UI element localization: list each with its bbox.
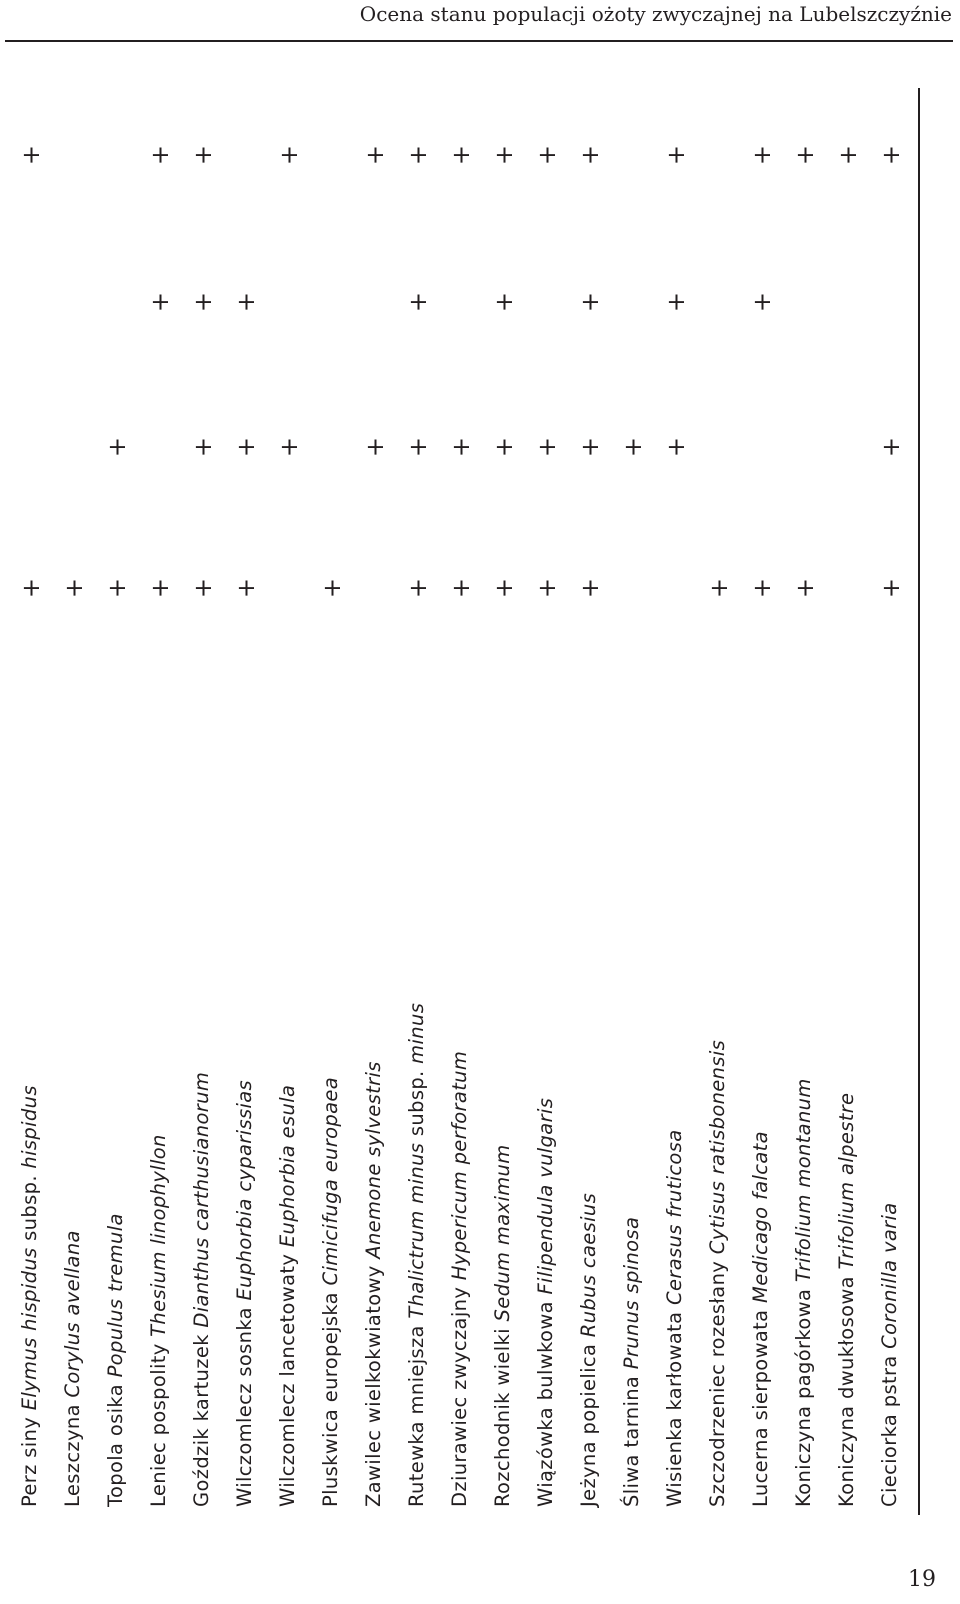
infraspecific-name: minus [405, 1002, 428, 1064]
presence-mark: + [533, 577, 561, 599]
species-name [190, 1072, 213, 1507]
latin-name: Hypericum perforatum [448, 1050, 471, 1281]
species-name [104, 1213, 127, 1507]
latin-name: Euphorbia cyparissias [233, 1079, 256, 1301]
common-name: Wisienka karłowata [663, 1311, 686, 1507]
species-name [448, 1051, 471, 1507]
presence-mark: + [146, 144, 174, 166]
latin-name: Cimicifuga europaea [319, 1076, 342, 1286]
presence-mark: + [447, 144, 475, 166]
presence-mark: + [490, 577, 518, 599]
taxon-rank: subsp. [18, 1175, 41, 1241]
presence-mark: + [662, 436, 690, 458]
presence-mark: + [189, 436, 217, 458]
presence-mark: + [404, 291, 432, 313]
presence-mark: + [748, 577, 776, 599]
species-name [362, 1061, 385, 1507]
latin-name: Rubus caesius [577, 1192, 600, 1338]
presence-mark: + [490, 436, 518, 458]
page-number: 19 [908, 1567, 936, 1592]
species-name [276, 1085, 299, 1507]
presence-mark: + [17, 144, 45, 166]
presence-mark: + [834, 144, 862, 166]
presence-mark: + [275, 144, 303, 166]
latin-name: Thesium linophyllon [147, 1134, 170, 1337]
species-name [319, 1077, 342, 1507]
presence-mark: + [189, 291, 217, 313]
taxon-rank: subsp. [405, 1070, 428, 1137]
presence-mark: + [275, 436, 303, 458]
common-name: Koniczyna pagórkowa [792, 1288, 815, 1507]
common-name: Lucerna sierpowata [749, 1309, 772, 1507]
running-header: Ocena stanu populacji ożoty zwyczajnej na Lubelszczyźnie [359, 2, 952, 26]
common-name: Perz siny [18, 1416, 41, 1507]
species-name [878, 1202, 901, 1507]
presence-mark: + [60, 577, 88, 599]
presence-mark: + [619, 436, 647, 458]
common-name: Leszczyna [61, 1404, 84, 1507]
latin-name: Dianthus carthusianorum [190, 1071, 213, 1328]
species-name [749, 1131, 772, 1507]
latin-name: Cerasus fruticosa [663, 1129, 686, 1305]
presence-mark: + [404, 577, 432, 599]
presence-mark: + [576, 144, 604, 166]
presence-mark: + [361, 144, 389, 166]
presence-mark: + [791, 577, 819, 599]
latin-name: Trifolium alpestre [835, 1092, 858, 1270]
presence-mark: + [490, 144, 518, 166]
presence-mark: + [877, 436, 905, 458]
presence-mark: + [189, 577, 217, 599]
presence-mark: + [447, 577, 475, 599]
common-name: Topola osika [104, 1383, 127, 1507]
presence-mark: + [447, 436, 475, 458]
common-name: Śliwa tarnina [620, 1375, 643, 1507]
latin-name: Anemone sylvestris [362, 1061, 385, 1259]
presence-mark: + [662, 291, 690, 313]
presence-mark: + [404, 144, 432, 166]
infraspecific-name: hispidus [18, 1085, 41, 1169]
presence-mark: + [576, 577, 604, 599]
species-name [835, 1093, 858, 1507]
latin-name: Trifolium montanum [792, 1078, 815, 1283]
latin-name: Thalictrum minus [405, 1142, 428, 1319]
latin-name: Elymus hispidus [18, 1247, 41, 1411]
latin-name: Sedum maximum [491, 1144, 514, 1322]
common-name: Rutewka mniejsza [405, 1325, 428, 1507]
presence-mark: + [748, 291, 776, 313]
species-name [663, 1129, 686, 1507]
species-name [147, 1134, 170, 1507]
latin-name: Corylus avellana [61, 1230, 84, 1398]
common-name: Rozchodnik wielki [491, 1328, 514, 1507]
latin-name: Medicago falcata [749, 1131, 772, 1303]
species-name [18, 1085, 41, 1507]
common-name: Dziurawiec zwyczajny [448, 1286, 471, 1507]
species-name [491, 1144, 514, 1507]
common-name: Wiązówka bulwkowa [534, 1301, 557, 1507]
species-name [706, 1040, 729, 1507]
latin-name: Euphorbia esula [276, 1084, 299, 1248]
species-name [577, 1193, 600, 1507]
presence-mark: + [232, 291, 260, 313]
species-name [61, 1230, 84, 1507]
presence-mark: + [662, 144, 690, 166]
presence-mark: + [576, 436, 604, 458]
header-rule [5, 40, 953, 42]
presence-mark: + [791, 144, 819, 166]
presence-mark: + [189, 144, 217, 166]
presence-mark: + [232, 577, 260, 599]
presence-mark: + [490, 291, 518, 313]
presence-mark: + [404, 436, 432, 458]
common-name: Wilczomlecz sosnka [233, 1307, 256, 1507]
species-name [534, 1098, 557, 1507]
common-name: Jeżyna popielica [577, 1343, 600, 1507]
presence-mark: + [877, 577, 905, 599]
presence-mark: + [533, 436, 561, 458]
table-rule-bottom [918, 88, 920, 1515]
presence-mark: + [103, 577, 131, 599]
presence-mark: + [17, 577, 45, 599]
latin-name: Populus tremula [104, 1213, 127, 1378]
presence-mark: + [232, 436, 260, 458]
presence-mark: + [146, 291, 174, 313]
presence-mark: + [533, 144, 561, 166]
presence-mark: + [361, 436, 389, 458]
latin-name: Prunus spinosa [620, 1216, 643, 1370]
presence-mark: + [146, 577, 174, 599]
presence-mark: + [103, 436, 131, 458]
common-name: Szczodrzeniec rozesłany [706, 1260, 729, 1507]
common-name: Leniec pospolity [147, 1343, 170, 1507]
common-name: Cieciorka pstra [878, 1355, 901, 1507]
common-name: Wilczomlecz lancetowaty [276, 1253, 299, 1507]
latin-name: Filipendula vulgaris [534, 1097, 557, 1295]
species-name [405, 1003, 428, 1507]
presence-mark: + [877, 144, 905, 166]
latin-name: Coronilla varia [878, 1202, 901, 1349]
common-name: Goździk kartuzek [190, 1334, 213, 1507]
species-name [792, 1078, 815, 1507]
common-name: Pluskwica europejska [319, 1292, 342, 1507]
presence-mark: + [748, 144, 776, 166]
common-name: Zawilec wielkokwiatowy [362, 1265, 385, 1507]
species-name [233, 1080, 256, 1507]
species-name [620, 1217, 643, 1507]
presence-mark: + [318, 577, 346, 599]
presence-mark: + [705, 577, 733, 599]
common-name: Koniczyna dwukłosowa [835, 1276, 858, 1507]
latin-name: Cytisus ratisbonensis [706, 1039, 729, 1255]
presence-mark: + [576, 291, 604, 313]
